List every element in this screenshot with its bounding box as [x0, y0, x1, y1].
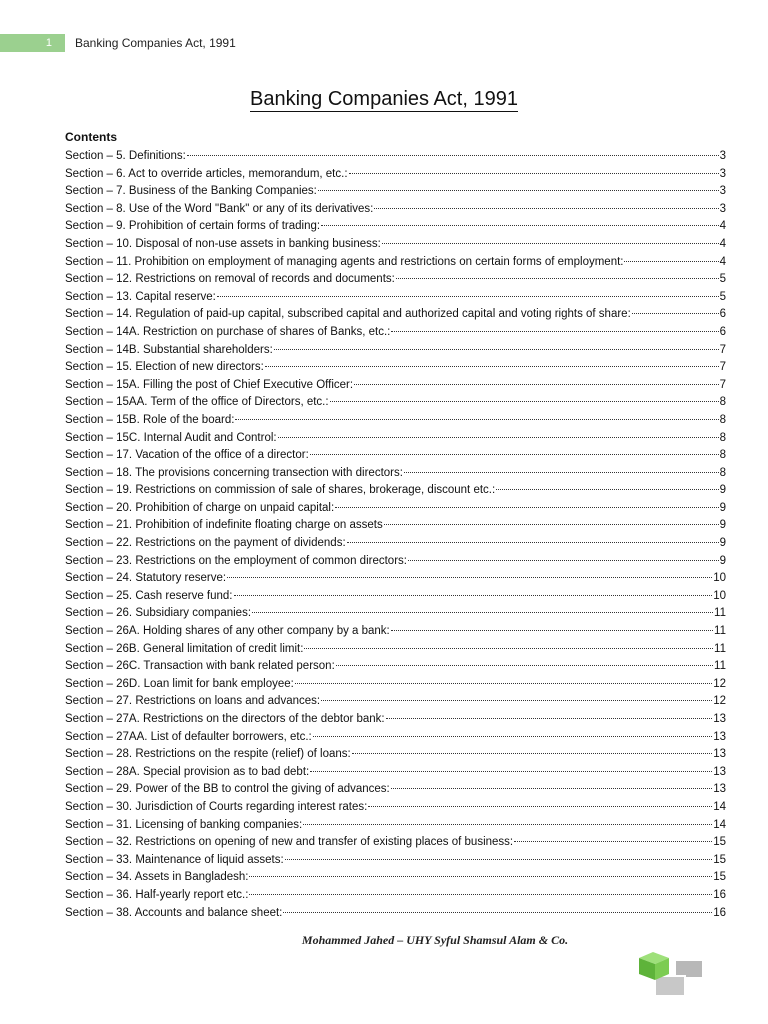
toc-entry[interactable]: [65, 658, 726, 676]
toc-entry-title: Section – 19. Restrictions on commission of sale of shares, brokerage, discount etc.:: [65, 484, 496, 497]
toc-entry-page: 10: [713, 572, 726, 585]
toc-entry-page: 3: [719, 202, 726, 215]
toc-entry-page: 14: [713, 818, 726, 831]
toc-dot-leader: [624, 261, 718, 262]
toc-dot-leader: [304, 648, 713, 649]
toc-entry-page: 15: [713, 871, 726, 884]
toc-dot-leader: [347, 542, 719, 543]
toc-entry-title: Section – 26A. Holding shares of any other company by a bank:: [65, 625, 390, 638]
toc-dot-leader: [313, 736, 712, 737]
toc-entry-title: Section – 14B. Substantial shareholders:: [65, 343, 273, 356]
toc-entry-page: 16: [713, 888, 726, 901]
toc-entry[interactable]: [65, 447, 726, 465]
document-title: [0, 88, 768, 111]
toc-dot-leader: [217, 296, 719, 297]
toc-entry-title: Section – 25. Cash reserve fund:: [65, 589, 233, 602]
document-title-text: Banking Companies Act, 1991: [250, 88, 518, 110]
toc-entry-page: 3: [719, 185, 726, 198]
toc-entry[interactable]: [65, 289, 726, 307]
toc-entry-title: Section – 12. Restrictions on removal of records and documents:: [65, 273, 395, 286]
uhy-cube-logo-icon: [635, 950, 710, 1000]
toc-entry[interactable]: [65, 500, 726, 518]
toc-entry[interactable]: [65, 676, 726, 694]
toc-dot-leader: [391, 331, 718, 332]
toc-entry-title: Section – 24. Statutory reserve:: [65, 572, 227, 585]
toc-entry-page: 4: [719, 255, 726, 268]
toc-dot-leader: [310, 771, 712, 772]
toc-entry-page: 8: [719, 431, 726, 444]
toc-entry-page: 7: [719, 378, 726, 391]
toc-entry-title: Section – 31. Licensing of banking companies:: [65, 818, 303, 831]
toc-entry-title: Section – 32. Restrictions on opening of new and transfer of existing places of business:: [65, 836, 514, 849]
toc-dot-leader: [187, 155, 719, 156]
toc-entry-title: Section – 27A. Restrictions on the directors of the debtor bank:: [65, 713, 385, 725]
toc-entry-title: Section – 11. Prohibition on employment of managing agents and restrictions on certain forms of employment:: [65, 255, 624, 268]
toc-entry[interactable]: [65, 535, 726, 553]
toc-entry[interactable]: [65, 465, 726, 483]
toc-dot-leader: [384, 524, 719, 525]
toc-dot-leader: [249, 894, 712, 895]
toc-entry[interactable]: [65, 324, 726, 342]
toc-entry-title: Section – 38. Accounts and balance sheet:: [65, 906, 283, 919]
toc-entry-page: 11: [714, 625, 726, 638]
toc-entry[interactable]: [65, 817, 726, 835]
toc-entry-page: 4: [719, 237, 726, 250]
toc-entry[interactable]: [65, 799, 726, 817]
toc-entry[interactable]: [65, 430, 726, 448]
toc-dot-leader: [352, 753, 712, 754]
toc-dot-leader: [391, 630, 713, 631]
toc-dot-leader: [321, 700, 712, 701]
toc-dot-leader: [235, 419, 718, 420]
toc-entry-title: Section – 18. The provisions concerning transection with directors:: [65, 466, 403, 479]
toc-dot-leader: [396, 278, 719, 279]
toc-entry-page: 8: [719, 466, 726, 479]
toc-dot-leader: [252, 612, 713, 613]
toc-entry-title: Section – 33. Maintenance of liquid assets:: [65, 853, 284, 866]
toc-entry[interactable]: [65, 306, 726, 324]
table-of-contents: [65, 148, 726, 922]
toc-entry-title: Section – 27. Restrictions on loans and advances:: [65, 695, 321, 708]
toc-dot-leader: [310, 454, 719, 455]
toc-entry[interactable]: [65, 412, 726, 430]
toc-dot-leader: [265, 366, 719, 367]
toc-dot-leader: [283, 912, 712, 913]
toc-entry-title: Section – 14. Regulation of paid-up capital, subscribed capital and authorized capital and voting rights of share:: [65, 308, 631, 321]
toc-entry[interactable]: [65, 693, 726, 711]
running-header-title: Banking Companies Act, 1991: [75, 36, 236, 50]
toc-entry-page: 5: [719, 273, 726, 286]
toc-dot-leader: [303, 824, 712, 825]
toc-entry[interactable]: [65, 394, 726, 412]
toc-entry-page: 13: [713, 783, 726, 796]
toc-entry-title: Section – 21. Prohibition of indefinite floating charge on assets: [65, 519, 383, 532]
toc-entry-title: Section – 26D. Loan limit for bank employee:: [65, 677, 294, 690]
toc-entry[interactable]: [65, 729, 726, 747]
toc-dot-leader: [336, 665, 713, 666]
toc-entry[interactable]: [65, 482, 726, 500]
toc-entry-page: 6: [719, 325, 726, 338]
toc-entry-page: 9: [719, 501, 726, 514]
toc-entry[interactable]: [65, 553, 726, 571]
toc-dot-leader: [227, 577, 712, 578]
toc-dot-leader: [249, 876, 712, 877]
toc-dot-leader: [321, 225, 719, 226]
toc-dot-leader: [391, 788, 712, 789]
toc-entry[interactable]: [65, 201, 726, 219]
toc-entry[interactable]: [65, 711, 726, 729]
toc-entry[interactable]: [65, 746, 726, 764]
toc-entry-title: Section – 10. Disposal of non-use assets in banking business:: [65, 237, 381, 250]
toc-entry[interactable]: [65, 254, 726, 272]
toc-entry-page: 13: [713, 748, 726, 761]
toc-entry[interactable]: [65, 869, 726, 887]
toc-entry-page: 12: [713, 677, 726, 690]
toc-entry-title: Section – 15C. Internal Audit and Control:: [65, 431, 277, 444]
toc-entry[interactable]: [65, 588, 726, 606]
toc-entry-page: 13: [713, 730, 726, 743]
toc-dot-leader: [354, 384, 719, 385]
toc-entry[interactable]: [65, 852, 726, 870]
toc-entry-page: 8: [719, 449, 726, 462]
toc-entry-title: Section – 26B. General limitation of credit limit:: [65, 642, 304, 655]
toc-entry-title: Section – 22. Restrictions on the payment of dividends:: [65, 537, 346, 550]
toc-entry[interactable]: [65, 218, 726, 236]
toc-entry-title: Section – 26. Subsidiary companies:: [65, 607, 252, 620]
toc-entry-page: 4: [719, 220, 726, 233]
toc-entry-title: Section – 15. Election of new directors:: [65, 361, 264, 374]
toc-entry-title: Section – 7. Business of the Banking Companies:: [65, 185, 317, 198]
toc-entry-title: Section – 34. Assets in Bangladesh:: [65, 871, 249, 884]
toc-entry[interactable]: [65, 517, 726, 535]
toc-entry-title: Section – 27AA. List of defaulter borrowers, etc.:: [65, 730, 312, 743]
toc-entry-page: 3: [719, 167, 726, 180]
toc-entry-page: 12: [713, 695, 726, 708]
toc-entry[interactable]: [65, 359, 726, 377]
toc-entry-title: Section – 15A. Filling the post of Chief Executive Officer:: [65, 378, 354, 391]
toc-entry-page: 15: [713, 836, 726, 849]
toc-entry-title: Section – 17. Vacation of the office of a director:: [65, 449, 309, 462]
toc-dot-leader: [285, 859, 713, 860]
toc-entry[interactable]: [65, 148, 726, 166]
toc-entry-title: Section – 15B. Role of the board:: [65, 413, 235, 426]
toc-entry[interactable]: [65, 377, 726, 395]
toc-entry-title: Section – 23. Restrictions on the employment of common directors:: [65, 554, 407, 567]
toc-dot-leader: [496, 489, 718, 490]
toc-entry-title: Section – 28. Restrictions on the respite (relief) of loans:: [65, 748, 351, 761]
toc-entry[interactable]: [65, 905, 726, 923]
footer-credit: Mohammed Jahed – UHY Syful Shamsul Alam & Co.: [301, 933, 569, 947]
toc-entry[interactable]: [65, 623, 726, 641]
toc-entry-title: Section – 6. Act to override articles, memorandum, etc.:: [65, 167, 348, 180]
toc-entry[interactable]: [65, 183, 726, 201]
toc-entry-title: Section – 30. Jurisdiction of Courts regarding interest rates:: [65, 800, 368, 813]
toc-dot-leader: [330, 401, 719, 402]
toc-entry[interactable]: [65, 605, 726, 623]
toc-entry[interactable]: [65, 271, 726, 289]
toc-dot-leader: [274, 349, 719, 350]
toc-entry-page: 8: [719, 413, 726, 426]
toc-entry-page: 11: [714, 660, 726, 673]
toc-entry-page: 7: [719, 361, 726, 374]
toc-entry-title: Section – 14A. Restriction on purchase of shares of Banks, etc.:: [65, 325, 391, 338]
toc-entry[interactable]: [65, 764, 726, 782]
toc-entry-page: 11: [714, 607, 726, 620]
toc-entry-title: Section – 26C. Transaction with bank related person:: [65, 660, 335, 673]
toc-entry-title: Section – 9. Prohibition of certain forms of trading:: [65, 220, 321, 233]
toc-dot-leader: [318, 190, 719, 191]
toc-entry-page: 7: [719, 343, 726, 356]
toc-dot-leader: [514, 841, 712, 842]
toc-dot-leader: [295, 683, 712, 684]
contents-heading: Contents: [65, 130, 117, 144]
toc-entry[interactable]: [65, 236, 726, 254]
toc-dot-leader: [632, 313, 719, 314]
toc-entry-page: 13: [713, 713, 726, 725]
toc-entry-title: Section – 8. Use of the Word "Bank" or any of its derivatives:: [65, 202, 374, 215]
toc-dot-leader: [386, 718, 713, 719]
toc-entry[interactable]: [65, 342, 726, 360]
toc-entry-page: 9: [719, 484, 726, 497]
toc-entry-title: Section – 13. Capital reserve:: [65, 290, 216, 303]
toc-entry[interactable]: [65, 641, 726, 659]
toc-entry-title: Section – 20. Prohibition of charge on unpaid capital:: [65, 501, 335, 514]
toc-dot-leader: [335, 507, 718, 508]
toc-entry-page: 9: [719, 519, 726, 532]
toc-entry-page: 10: [713, 589, 726, 602]
toc-entry[interactable]: [65, 834, 726, 852]
toc-dot-leader: [349, 173, 719, 174]
toc-entry-title: Section – 28A. Special provision as to bad debt:: [65, 765, 310, 778]
toc-entry[interactable]: [65, 887, 726, 905]
toc-entry-title: Section – 36. Half-yearly report etc.:: [65, 888, 249, 901]
logo-block-bottom: [655, 976, 685, 996]
toc-dot-leader: [278, 437, 719, 438]
toc-entry[interactable]: [65, 781, 726, 799]
toc-entry[interactable]: [65, 570, 726, 588]
toc-dot-leader: [234, 595, 713, 596]
toc-entry-page: 9: [719, 554, 726, 567]
toc-entry-title: Section – 15AA. Term of the office of Directors, etc.:: [65, 396, 329, 409]
toc-entry-page: 15: [713, 853, 726, 866]
toc-entry-page: 16: [713, 906, 726, 919]
toc-entry-title: Section – 29. Power of the BB to control the giving of advances:: [65, 783, 390, 796]
toc-entry-page: 9: [719, 537, 726, 550]
toc-entry-page: 13: [713, 765, 726, 778]
toc-entry-page: 11: [714, 642, 726, 655]
toc-dot-leader: [408, 560, 719, 561]
toc-entry-page: 6: [719, 308, 726, 321]
toc-dot-leader: [404, 472, 719, 473]
toc-entry-page: 14: [713, 800, 726, 813]
toc-entry-page: 8: [719, 396, 726, 409]
toc-dot-leader: [368, 806, 712, 807]
toc-entry[interactable]: [65, 166, 726, 184]
toc-entry-page: 5: [719, 290, 726, 303]
page-number-badge: 1: [0, 34, 65, 52]
toc-dot-leader: [374, 208, 718, 209]
toc-dot-leader: [382, 243, 719, 244]
toc-entry-page: 3: [719, 150, 726, 162]
toc-entry-title: Section – 5. Definitions:: [65, 150, 186, 162]
